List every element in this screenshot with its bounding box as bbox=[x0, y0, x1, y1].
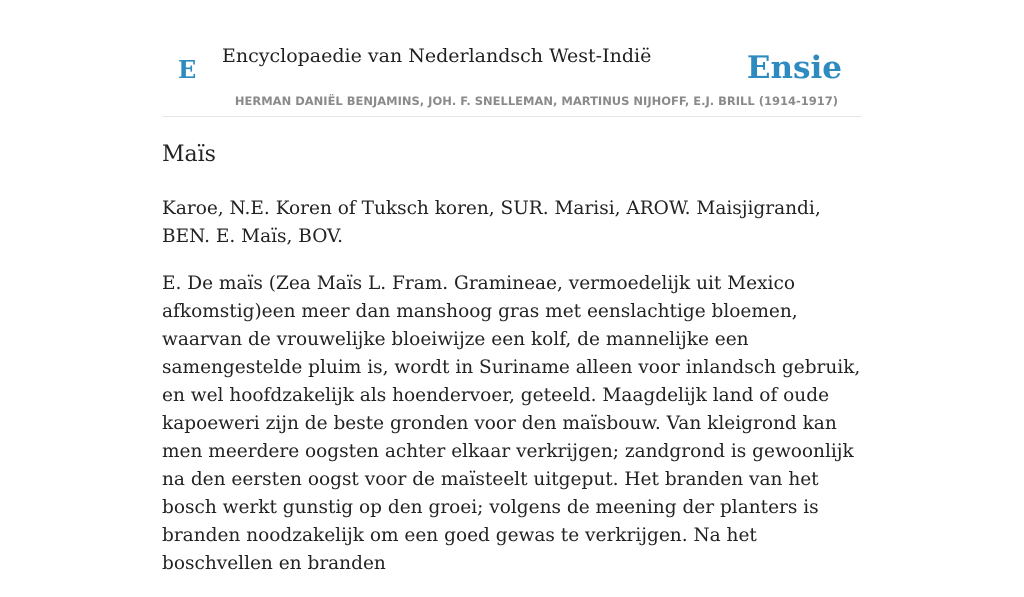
article-title: Maïs bbox=[162, 142, 216, 167]
article-paragraph: Karoe, N.E. Koren of Tuksch koren, SUR. Marisi, AROW. Maisjigrandi, BEN. E. Maïs, BOV. bbox=[162, 198, 821, 247]
book-authors: HERMAN DANIËL BENJAMINS, JOH. F. SNELLEMAN, MARTINUS NIJHOFF, E.J. BRILL (1914-1917) bbox=[234, 94, 838, 108]
ensie-logo-icon[interactable]: E bbox=[178, 55, 197, 84]
site-header bbox=[162, 0, 862, 117]
ensie-brand-link[interactable]: Ensie bbox=[746, 50, 842, 86]
article bbox=[162, 139, 862, 597]
book-title[interactable]: Encyclopaedie van Nederlandsch West-Indië bbox=[222, 45, 652, 67]
article-paragraph: E. De maïs (Zea Maïs L. Fram. Gramineae, vermoedelijk uit Mexico afkomstig)een meer dan manshoog gras met eenslachtige bloemen, waarvan de vrouwelijke bloeiwijze een kolf, de mannelijke een samengestelde pluim is, wordt in Suriname alleen voor inlandsch gebruik, en wel hoofdzakelijk als hoendervoer, geteeld. Maagdelijk land of oude kapoeweri zijn de beste gronden voor den maïsbouw. Van kleigrond kan men meerdere oogsten achter elkaar verkrijgen; zandgrond is gewoonlijk na den eersten oogst voor de maïsteelt uitgeput. Het branden van het bosch werkt gunstig op den groei; volgens de meening der planters is branden noodzakelijk om een goed gewas te verkrijgen. Na het boschvellen en branden bbox=[162, 273, 861, 574]
